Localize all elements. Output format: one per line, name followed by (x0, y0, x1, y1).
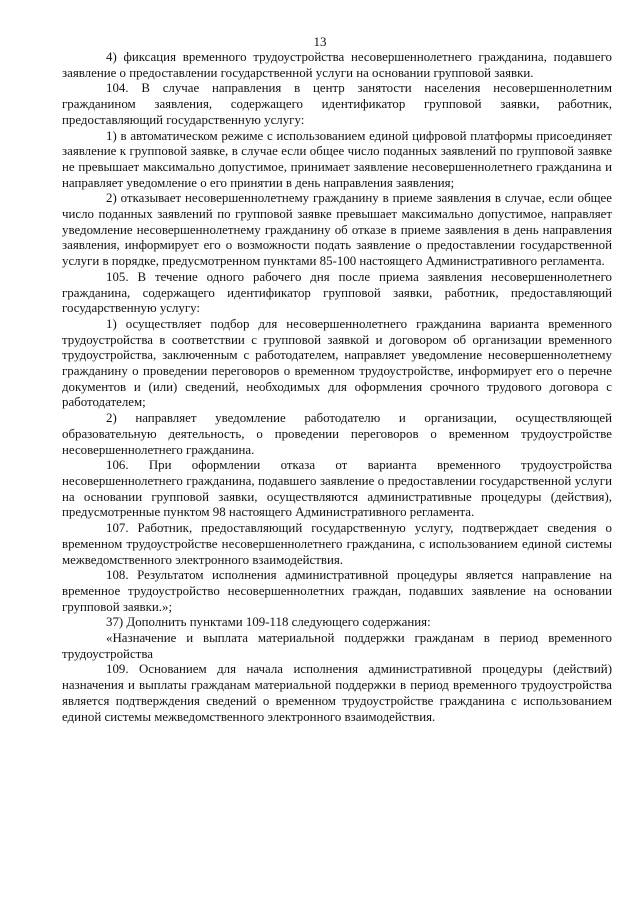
paragraph-109: 109. Основанием для начала исполнения административной процедуры (действий) назначения и выплаты гражданам материальной поддержки в период временного трудоустройства является подтверждения сведений о временном трудоустройстве гражданина с использованием единой системы межведомственного электронного взаимодействия. (62, 662, 612, 724)
paragraph-104-item-2: 2) отказывает несовершеннолетнему гражданину в приеме заявления в случае, если общее число поданных заявлений по групповой заявке превышает максимально допустимое, направляет уведомление несовершеннолетнему гражданину об отказе в приеме заявления в день направления заявления, информирует его о возможности подать заявление о предоставлении государственной услуги в порядке, предусмотренном пунктами 85-100 настоящего Административного регламента. (62, 191, 612, 269)
paragraph-item-4-fixation: 4) фиксация временного трудоустройства несовершеннолетнего гражданина, подавшего заявление о предоставлении государственной услуги на основании групповой заявки. (62, 50, 612, 80)
paragraph-105-item-2: 2) направляет уведомление работодателю и организации, осуществляющей образовательную деятельность, о проведении переговоров о временном трудоустройстве несовершеннолетнего гражданина. (62, 411, 612, 457)
paragraph-107: 107. Работник, предоставляющий государственную услугу, подтверждает сведения о временном трудоустройстве несовершеннолетнего гражданина, с использованием единой системы межведомственного электронного взаимодействия. (62, 521, 612, 567)
paragraph-104-item-1: 1) в автоматическом режиме с использованием единой цифровой платформы присоединяет заявление к групповой заявке, в случае если общее число поданных заявлений по групповой заявке не превышает максимально допустимое, принимает заявление несовершеннолетнего гражданина и направляет уведомление о его принятии в день направления заявления; (62, 128, 612, 190)
paragraph-105-item-1: 1) осуществляет подбор для несовершеннолетнего гражданина варианта временного трудоустройства в соответствии с групповой заявкой и договором об организации временного трудоустройства, заключенным с работодателем, направляет уведомление несовершеннолетнему гражданину о проведении переговоров о временном трудоустройстве, информирует его о перечне документов и (или) сведений, необходимых для оформления срочного трудового договора с работодателем; (62, 316, 612, 410)
paragraph-106: 106. При оформлении отказа от варианта временного трудоустройства несовершеннолетнего гражданина, подавшего заявление о предоставлении государственной услуги на основании групповой заявки, осуществляются административные процедуры (действия), предусмотренные пунктом 98 настоящего Административного регламента. (62, 458, 612, 520)
paragraph-108: 108. Результатом исполнения административной процедуры является направление на временное трудоустройство несовершеннолетних граждан, подавших заявление на основании групповой заявки.»; (62, 568, 612, 614)
paragraph-amendment-37: 37) Дополнить пунктами 109-118 следующего содержания: (106, 615, 431, 630)
document-body (62, 50, 612, 725)
paragraph-105: 105. В течение одного рабочего дня после приема заявления несовершеннолетнего гражданина, содержащего идентификатор групповой заявки, работник, предоставляющий государственную услугу: (62, 269, 612, 316)
section-heading: «Назначение и выплата материальной поддержки гражданам в период временного трудоустройства (62, 631, 612, 661)
page-number: 13 (313, 34, 327, 49)
paragraph-104: 104. В случае направления в центр занятости населения несовершеннолетним гражданином заявления, содержащего идентификатор групповой заявки, работник, предоставляющий государственную услугу: (62, 81, 612, 127)
